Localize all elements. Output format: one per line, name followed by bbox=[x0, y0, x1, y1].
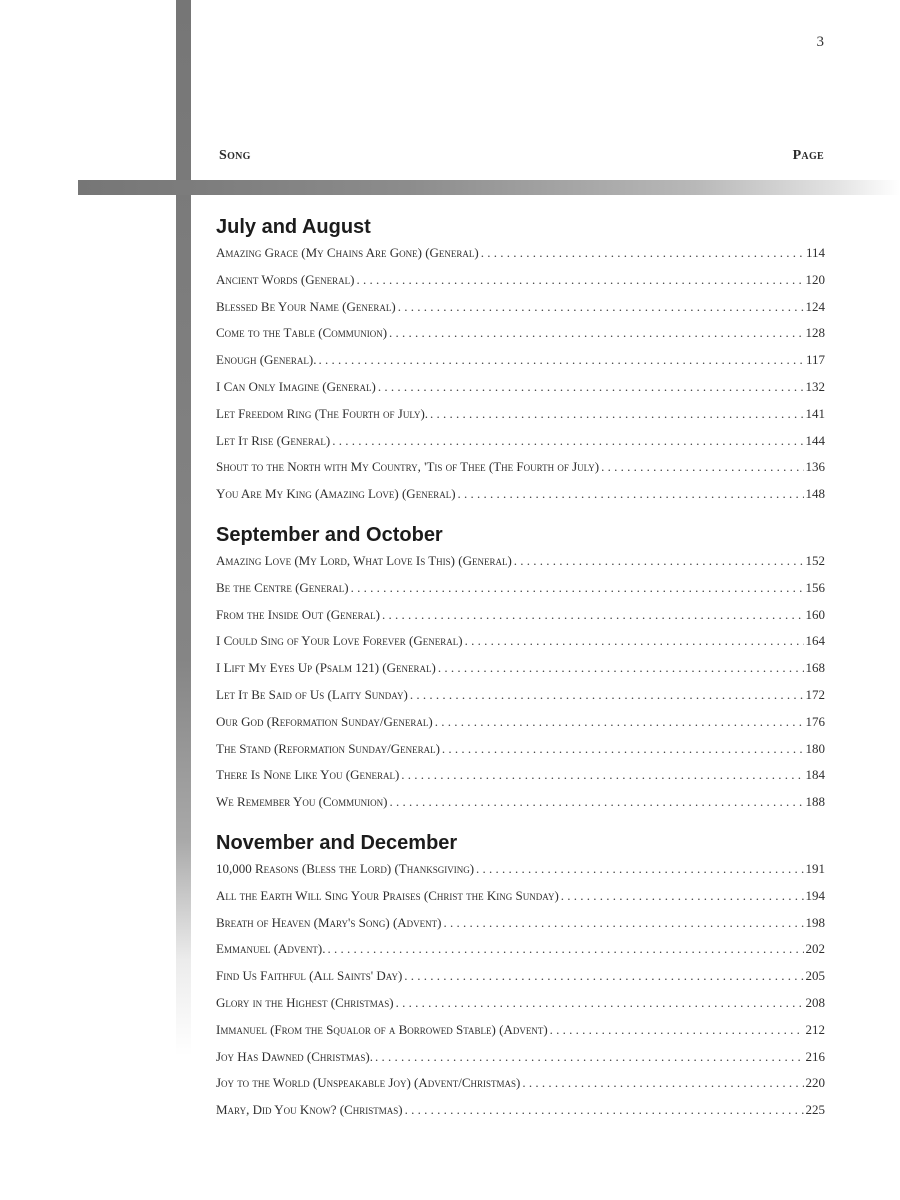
toc-entry bbox=[216, 1070, 825, 1097]
song-page: 172 bbox=[805, 686, 825, 702]
section-title: July and August bbox=[216, 216, 371, 238]
song-title: There Is None Like You (General) bbox=[216, 767, 400, 783]
toc-entry bbox=[216, 1017, 825, 1044]
song-page: 194 bbox=[805, 887, 825, 903]
toc-entry bbox=[216, 936, 825, 963]
dot-leader bbox=[522, 1070, 803, 1097]
horizontal-decorative-bar bbox=[78, 180, 900, 195]
song-page: 216 bbox=[805, 1048, 825, 1064]
dot-leader bbox=[514, 548, 804, 575]
song-column-header: Song bbox=[219, 148, 251, 163]
section-july-august bbox=[216, 214, 825, 508]
song-page: 156 bbox=[805, 579, 825, 595]
song-title: From the Inside Out (General) bbox=[216, 606, 380, 622]
song-title: Blessed Be Your Name (General) bbox=[216, 298, 396, 314]
song-title: We Remember You (Communion) bbox=[216, 794, 388, 810]
dot-leader bbox=[382, 602, 804, 629]
dot-leader bbox=[375, 1044, 804, 1071]
song-page: 198 bbox=[805, 914, 825, 930]
toc-entry bbox=[216, 240, 825, 267]
song-page: 176 bbox=[805, 713, 825, 729]
toc-entry bbox=[216, 267, 825, 294]
toc-entry bbox=[216, 883, 825, 910]
dot-leader bbox=[458, 481, 804, 508]
toc-entry bbox=[216, 789, 825, 816]
song-page: 114 bbox=[805, 245, 825, 260]
toc-entry bbox=[216, 1044, 825, 1071]
dot-leader bbox=[550, 1017, 804, 1044]
toc-entry bbox=[216, 1097, 825, 1124]
toc-entry bbox=[216, 320, 825, 347]
toc-entry bbox=[216, 990, 825, 1017]
toc-entry bbox=[216, 963, 825, 990]
song-page: 141 bbox=[805, 405, 825, 421]
song-page: 132 bbox=[805, 378, 825, 394]
toc-entry bbox=[216, 401, 825, 428]
song-page: 180 bbox=[805, 740, 825, 756]
song-title: I Can Only Imagine (General) bbox=[216, 378, 376, 394]
dot-leader bbox=[410, 682, 804, 709]
section-november-december bbox=[216, 830, 825, 1124]
toc-entry bbox=[216, 655, 825, 682]
dot-leader bbox=[561, 883, 804, 910]
dot-leader bbox=[401, 762, 803, 789]
dot-leader bbox=[356, 267, 803, 294]
dot-leader bbox=[438, 655, 804, 682]
song-title: Let Freedom Ring (The Fourth of July). bbox=[216, 405, 429, 421]
song-title: The Stand (Reformation Sunday/General) bbox=[216, 740, 440, 756]
dot-leader bbox=[351, 575, 804, 602]
toc-entry bbox=[216, 910, 825, 937]
song-title: Joy to the World (Unspeakable Joy) (Advent/Christmas) bbox=[216, 1075, 521, 1091]
song-title: Let It Be Said of Us (Laity Sunday) bbox=[216, 686, 408, 702]
dot-leader bbox=[444, 910, 804, 937]
song-title: Ancient Words (General) bbox=[216, 271, 355, 287]
song-title: Be the Centre (General) bbox=[216, 579, 349, 595]
song-title: Glory in the Highest (Christmas) bbox=[216, 994, 394, 1010]
song-title: Enough (General). bbox=[216, 352, 317, 368]
dot-leader bbox=[476, 856, 803, 883]
section-september-october bbox=[216, 522, 825, 816]
song-title: Amazing Love (My Lord, What Love Is This) (General) bbox=[216, 552, 512, 568]
toc-entry bbox=[216, 762, 825, 789]
song-title: Immanuel (From the Squalor of a Borrowed Stable) (Advent) bbox=[216, 1021, 548, 1037]
toc-entry bbox=[216, 454, 825, 481]
song-page: 124 bbox=[805, 298, 825, 314]
song-page: 128 bbox=[805, 325, 825, 341]
dot-leader bbox=[465, 628, 804, 655]
song-title: You Are My King (Amazing Love) (General) bbox=[216, 486, 456, 502]
table-of-contents bbox=[216, 214, 825, 1124]
song-page: 205 bbox=[805, 968, 825, 984]
song-title: 10,000 Reasons (Bless the Lord) (Thanksgiving) bbox=[216, 860, 475, 876]
dot-leader bbox=[481, 240, 804, 267]
section-title: September and October bbox=[216, 523, 443, 546]
song-page: 202 bbox=[805, 941, 825, 957]
song-title: Let It Rise (General) bbox=[216, 432, 331, 448]
dot-leader bbox=[378, 374, 804, 401]
toc-entry bbox=[216, 628, 825, 655]
dot-leader bbox=[389, 789, 803, 816]
song-page: 164 bbox=[805, 633, 825, 649]
dot-leader bbox=[332, 428, 803, 455]
toc-entry bbox=[216, 575, 825, 602]
dot-leader bbox=[405, 1097, 804, 1124]
song-title: Mary, Did You Know? (Christmas) bbox=[216, 1102, 403, 1118]
page-column-header: Page bbox=[792, 148, 824, 163]
dot-leader bbox=[389, 320, 803, 347]
song-title: Amazing Grace (My Chains Are Gone) (General) bbox=[216, 245, 479, 260]
song-title: All the Earth Will Sing Your Praises (Christ the King Sunday) bbox=[216, 887, 559, 903]
dot-leader bbox=[327, 936, 803, 963]
toc-entry bbox=[216, 294, 825, 321]
song-title: I Could Sing of Your Love Forever (General) bbox=[216, 633, 463, 649]
dot-leader bbox=[398, 294, 804, 321]
toc-entry bbox=[216, 709, 825, 736]
toc-entry bbox=[216, 374, 825, 401]
toc-entry bbox=[216, 856, 825, 883]
song-page: 225 bbox=[805, 1102, 825, 1118]
dot-leader bbox=[404, 963, 803, 990]
song-page: 136 bbox=[805, 459, 825, 475]
toc-entry bbox=[216, 736, 825, 763]
song-page: 184 bbox=[805, 767, 825, 783]
song-page: 148 bbox=[805, 486, 825, 502]
song-page: 191 bbox=[805, 860, 825, 876]
song-title: Breath of Heaven (Mary's Song) (Advent) bbox=[216, 914, 442, 930]
toc-entry bbox=[216, 548, 825, 575]
toc-entry bbox=[216, 428, 825, 455]
song-page: 208 bbox=[805, 994, 825, 1010]
dot-leader bbox=[601, 454, 803, 481]
song-title: Joy Has Dawned (Christmas). bbox=[216, 1048, 373, 1064]
song-title: Find Us Faithful (All Saints' Day) bbox=[216, 968, 403, 984]
dot-leader bbox=[318, 347, 803, 374]
section-title: November and December bbox=[216, 831, 458, 854]
toc-entry bbox=[216, 481, 825, 508]
song-title: Our God (Reformation Sunday/General) bbox=[216, 713, 433, 729]
dot-leader bbox=[442, 736, 804, 763]
page-number: 3 bbox=[816, 34, 824, 50]
song-page: 144 bbox=[805, 432, 825, 448]
song-title: Come to the Table (Communion) bbox=[216, 325, 388, 341]
dot-leader bbox=[396, 990, 804, 1017]
song-page: 160 bbox=[805, 606, 825, 622]
song-page: 120 bbox=[805, 271, 825, 287]
song-page: 188 bbox=[805, 794, 825, 810]
song-page: 212 bbox=[805, 1021, 825, 1037]
song-title: Shout to the North with My Country, 'Tis of Thee (The Fourth of July) bbox=[216, 459, 600, 475]
song-page: 220 bbox=[805, 1075, 825, 1091]
toc-entry bbox=[216, 602, 825, 629]
song-page: 152 bbox=[805, 552, 825, 568]
toc-entry bbox=[216, 682, 825, 709]
toc-entry bbox=[216, 347, 825, 374]
song-title: I Lift My Eyes Up (Psalm 121) (General) bbox=[216, 660, 436, 676]
song-page: 168 bbox=[805, 660, 825, 676]
dot-leader bbox=[435, 709, 804, 736]
dot-leader bbox=[430, 401, 803, 428]
song-page: 117 bbox=[805, 352, 825, 368]
song-title: Emmanuel (Advent). bbox=[216, 941, 326, 957]
